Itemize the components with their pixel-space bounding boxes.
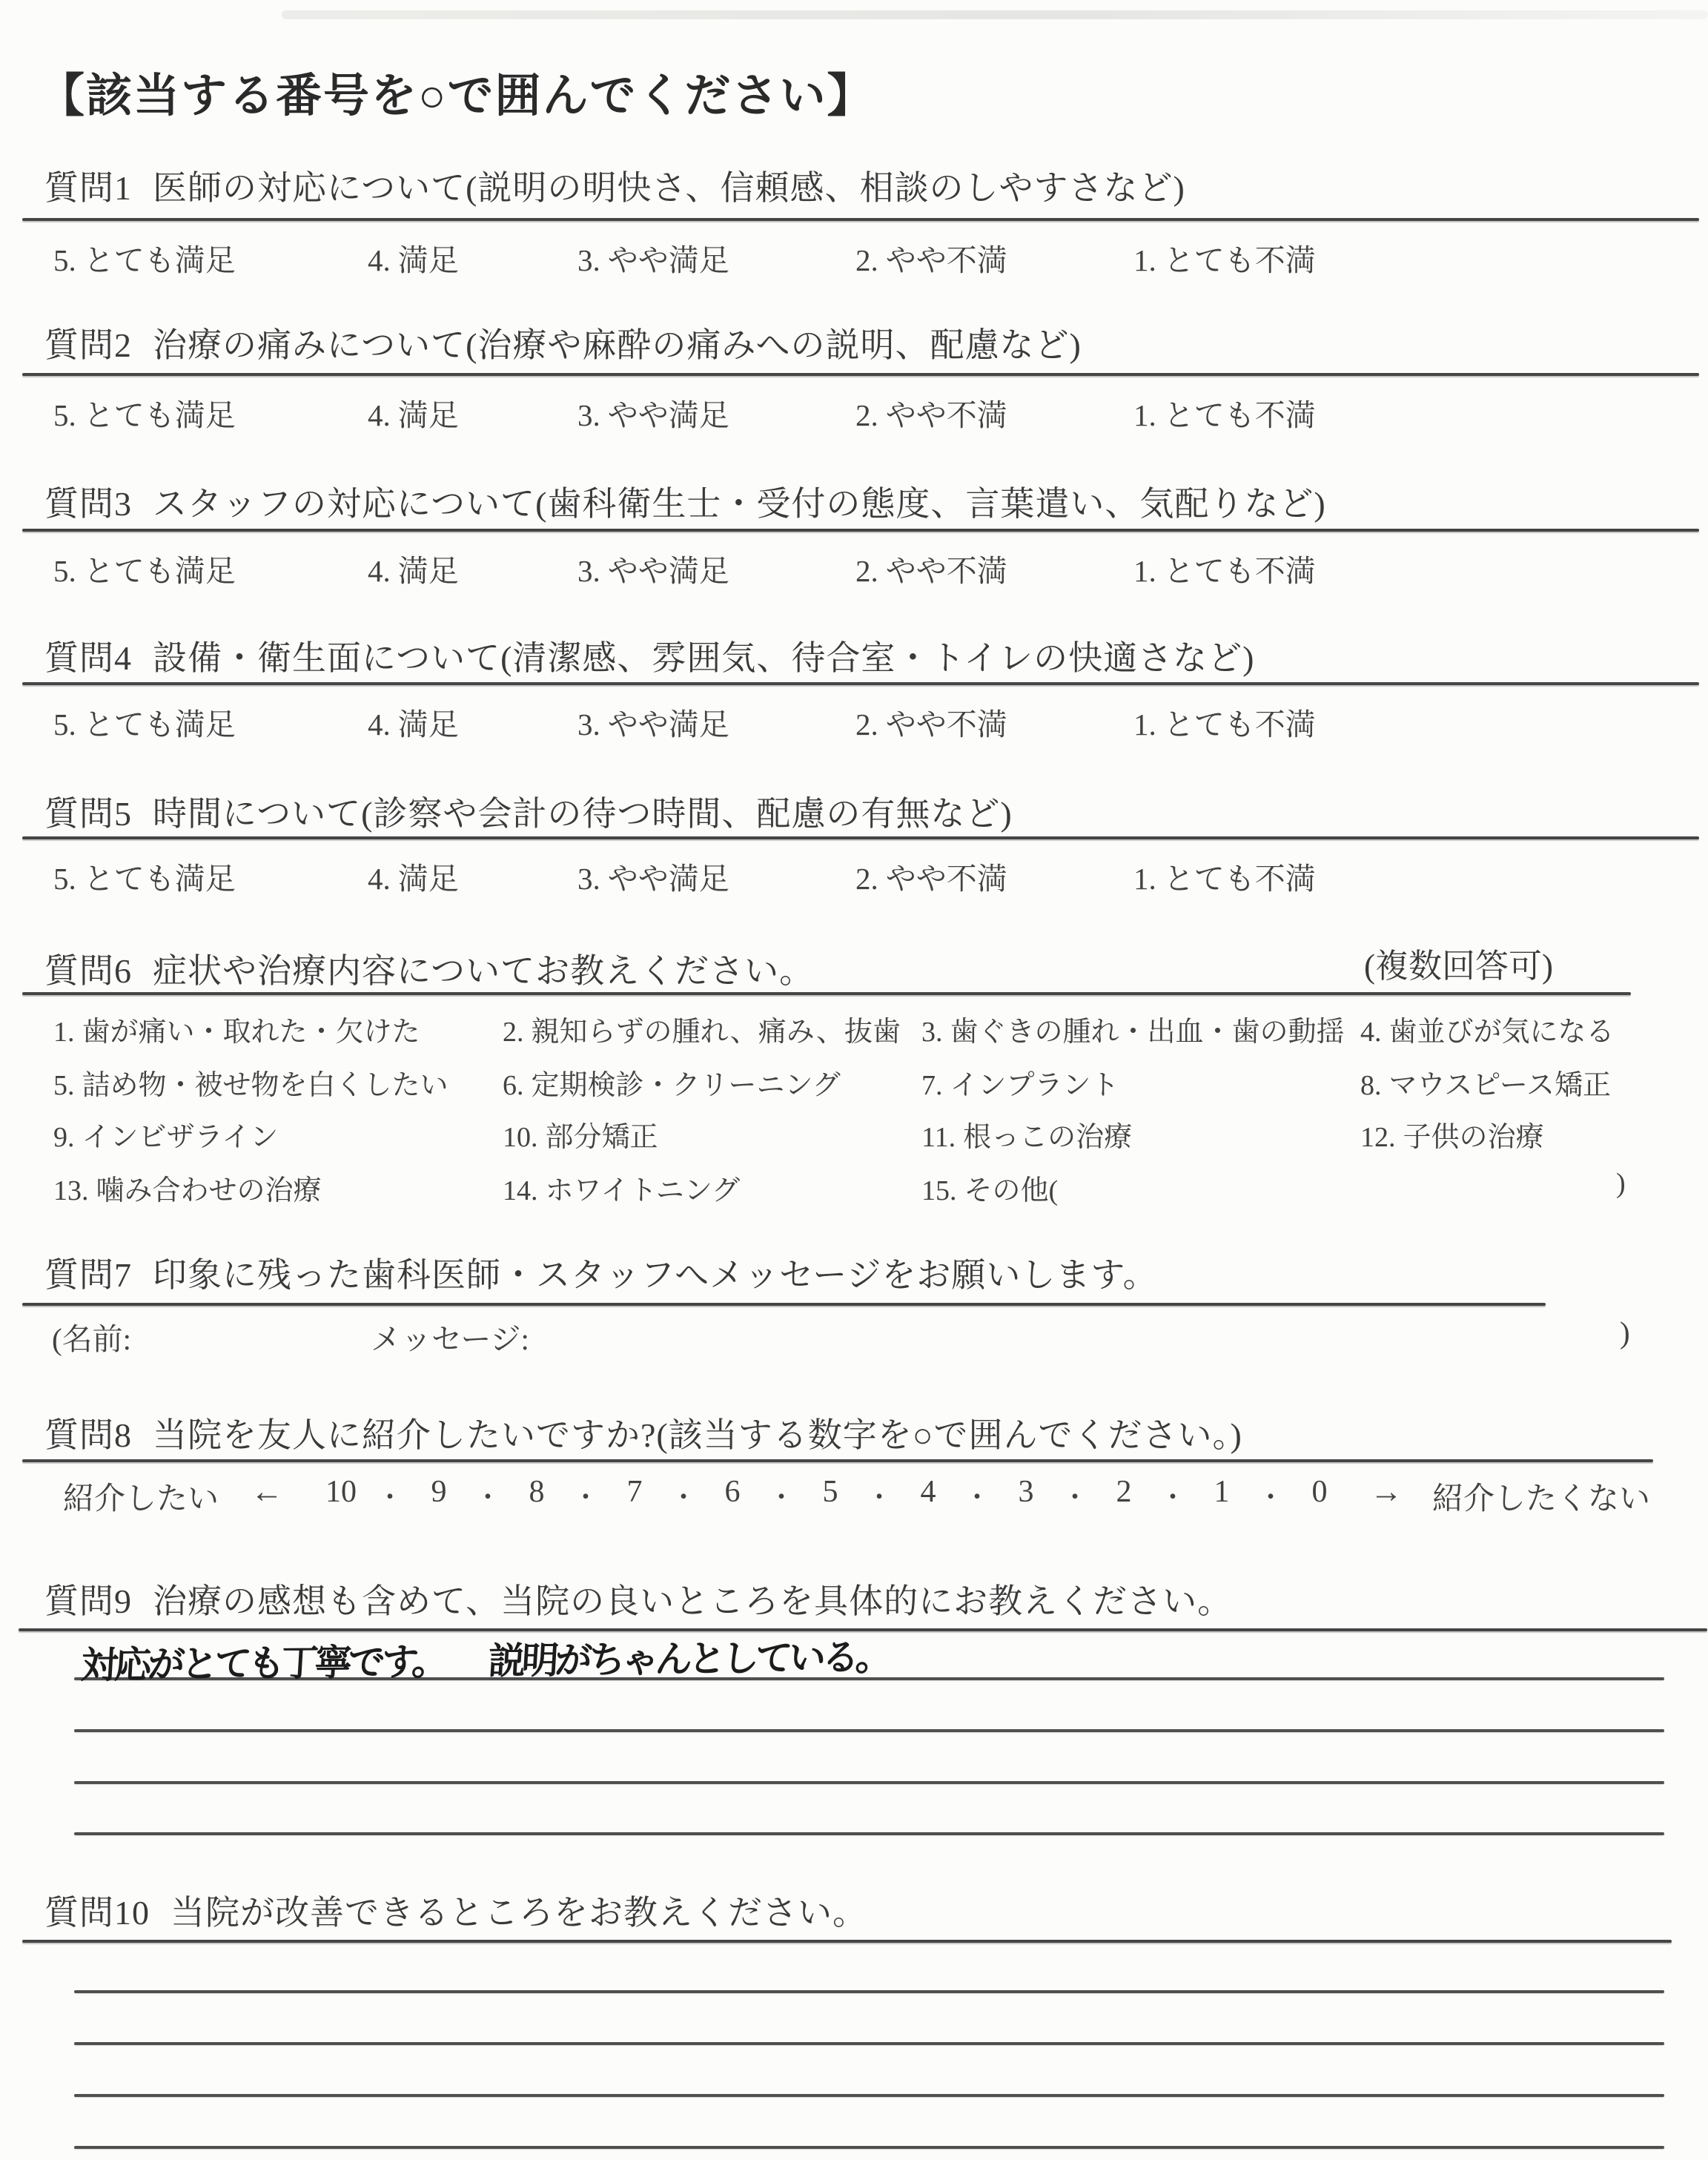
separator-line bbox=[22, 1303, 1546, 1306]
nps-dot-separator: ・ bbox=[474, 1482, 502, 1512]
option-number: 5. bbox=[53, 1070, 75, 1101]
option-number: 4. bbox=[368, 707, 391, 742]
option-number: 4. bbox=[368, 243, 391, 277]
close-paren: ) bbox=[1620, 1315, 1630, 1350]
q6-other-close-paren: ) bbox=[1616, 1168, 1626, 1199]
option-number: 5. bbox=[53, 398, 76, 432]
rating-option bbox=[53, 391, 236, 435]
question-label: 質問2 bbox=[44, 326, 132, 364]
rating-option bbox=[855, 700, 1007, 744]
option-label: 満足 bbox=[397, 862, 459, 896]
rating-options-row bbox=[53, 546, 1684, 591]
q6-option bbox=[503, 1062, 841, 1103]
option-label: 満足 bbox=[397, 554, 459, 588]
rating-option bbox=[855, 546, 1007, 590]
q6-option bbox=[1360, 1062, 1611, 1103]
rating-option bbox=[855, 236, 1007, 280]
option-number: 4. bbox=[368, 862, 391, 896]
option-number: 2. bbox=[855, 554, 878, 588]
message-field-label: メッセージ: bbox=[371, 1322, 529, 1356]
rating-options-row bbox=[53, 391, 1684, 435]
rating-option bbox=[1133, 546, 1316, 590]
q6-option bbox=[921, 1062, 1119, 1103]
q6-option bbox=[503, 1008, 901, 1049]
rating-option bbox=[368, 546, 459, 590]
page-title: 【該当する番号を○で囲んでください】 bbox=[39, 71, 875, 122]
option-label: 歯並びが気になる bbox=[1388, 1017, 1615, 1048]
option-number: 1. bbox=[53, 1017, 75, 1048]
question-title: 医師の対応について(説明の明快さ、信頼感、相談のしやすさなど) bbox=[153, 169, 1185, 207]
option-number: 5. bbox=[53, 243, 76, 277]
option-label: 根っこの治療 bbox=[963, 1122, 1133, 1153]
option-label: やや満足 bbox=[607, 862, 729, 896]
nps-number: 5 bbox=[822, 1475, 838, 1509]
option-label: やや不満 bbox=[885, 554, 1007, 588]
nps-number: 3 bbox=[1018, 1475, 1034, 1509]
q6-option bbox=[1360, 1114, 1544, 1155]
nps-number: 9 bbox=[431, 1475, 447, 1509]
rating-option bbox=[368, 391, 459, 435]
separator-line bbox=[22, 1459, 1653, 1462]
separator-line bbox=[22, 1940, 1672, 1943]
option-number: 14. bbox=[503, 1175, 538, 1206]
nps-number: 10 bbox=[325, 1475, 357, 1509]
ruled-line bbox=[74, 2146, 1664, 2149]
option-label: やや不満 bbox=[885, 707, 1007, 742]
separator-line bbox=[22, 836, 1699, 839]
multi-answer-note: (複数回答可) bbox=[1364, 948, 1553, 985]
question-title: 当院が改善できるところをお教えください。 bbox=[171, 1894, 867, 1932]
rating-option bbox=[577, 236, 729, 280]
q6-option bbox=[921, 1008, 1345, 1049]
option-number: 3. bbox=[577, 243, 600, 277]
rating-options-row bbox=[53, 854, 1684, 899]
option-label: とても満足 bbox=[83, 862, 236, 896]
nps-dot-separator: ・ bbox=[1257, 1482, 1285, 1512]
option-label: ホワイトニング bbox=[545, 1175, 741, 1206]
option-number: 5. bbox=[53, 862, 76, 896]
option-label: 満足 bbox=[397, 707, 459, 742]
nps-dot-separator: ・ bbox=[376, 1482, 404, 1512]
option-label: とても不満 bbox=[1163, 554, 1316, 588]
question-1-heading bbox=[44, 169, 1185, 208]
handwritten-phrase: 対応がとても丁寧です。 bbox=[79, 1640, 447, 1687]
option-label: 詰め物・被せ物を白くしたい bbox=[82, 1070, 448, 1101]
nps-number: 8 bbox=[529, 1475, 545, 1509]
question-6-heading bbox=[44, 952, 814, 991]
option-number: 1. bbox=[1133, 707, 1156, 742]
rating-option bbox=[1133, 854, 1316, 898]
nps-right-label: 紹介したくない bbox=[1432, 1482, 1651, 1516]
rating-option bbox=[577, 391, 729, 435]
option-number: 6. bbox=[503, 1070, 524, 1101]
question-10-heading bbox=[44, 1894, 867, 1933]
separator-line bbox=[22, 992, 1631, 995]
question-9-heading bbox=[44, 1582, 1232, 1622]
option-number: 12. bbox=[1360, 1122, 1396, 1153]
option-number: 2. bbox=[855, 398, 878, 432]
question-label: 質問10 bbox=[44, 1894, 150, 1932]
question-label: 質問1 bbox=[44, 169, 132, 207]
separator-line bbox=[22, 373, 1699, 376]
option-number: 2. bbox=[855, 243, 878, 277]
nps-number: 2 bbox=[1116, 1475, 1132, 1509]
option-label: マウスピース矯正 bbox=[1388, 1070, 1611, 1101]
q6-option bbox=[1360, 1008, 1615, 1049]
rating-option bbox=[368, 236, 459, 280]
option-number: 2. bbox=[503, 1017, 524, 1048]
question-label: 質問6 bbox=[44, 952, 132, 990]
option-number: 3. bbox=[577, 862, 600, 896]
ruled-line bbox=[74, 1832, 1664, 1835]
arrow-right-icon: → bbox=[1370, 1473, 1403, 1510]
question-5-heading bbox=[44, 795, 1013, 834]
question-2-heading bbox=[44, 326, 1082, 366]
nps-number: 7 bbox=[626, 1475, 643, 1509]
q6-option bbox=[53, 1167, 322, 1208]
question-7-heading bbox=[44, 1256, 1158, 1295]
option-number: 3. bbox=[577, 398, 600, 432]
question-label: 質問4 bbox=[44, 639, 132, 677]
question-title: 設備・衛生面について(清潔感、雰囲気、待合室・トイレの快適さなど) bbox=[153, 639, 1255, 677]
option-number: 3. bbox=[921, 1017, 943, 1048]
question-label: 質問5 bbox=[44, 795, 132, 833]
option-label: 部分矯正 bbox=[545, 1122, 658, 1153]
option-number: 4. bbox=[1360, 1017, 1382, 1048]
rating-options-row bbox=[53, 236, 1684, 280]
option-label: とても不満 bbox=[1163, 398, 1316, 432]
rating-option bbox=[368, 854, 459, 898]
rating-option bbox=[1133, 391, 1316, 435]
nps-dot-separator: ・ bbox=[669, 1482, 698, 1512]
option-number: 9. bbox=[53, 1122, 75, 1153]
option-number: 4. bbox=[368, 398, 391, 432]
option-label: インビザライン bbox=[82, 1122, 279, 1153]
option-number: 3. bbox=[577, 554, 600, 588]
option-label: とても満足 bbox=[83, 243, 236, 277]
question-label: 質問7 bbox=[44, 1256, 132, 1294]
ruled-line bbox=[74, 1729, 1664, 1732]
separator-line bbox=[22, 529, 1699, 532]
rating-option bbox=[368, 700, 459, 744]
option-number: 1. bbox=[1133, 243, 1156, 277]
question-title: 時間について(診察や会計の待つ時間、配慮の有無など) bbox=[153, 795, 1013, 833]
rating-option bbox=[53, 854, 236, 898]
question-label: 質問3 bbox=[44, 485, 132, 523]
rating-option bbox=[855, 854, 1007, 898]
option-label: 歯ぐきの腫れ・出血・歯の動揺 bbox=[950, 1017, 1345, 1048]
question-label: 質問8 bbox=[44, 1416, 132, 1454]
option-number: 2. bbox=[855, 707, 878, 742]
handwritten-text bbox=[79, 1627, 933, 1689]
name-field-label: (名前: bbox=[52, 1322, 132, 1356]
rating-option bbox=[53, 700, 236, 744]
option-label: やや満足 bbox=[607, 398, 729, 432]
option-label: とても不満 bbox=[1163, 707, 1316, 742]
rating-options-row bbox=[53, 700, 1684, 744]
q6-option bbox=[503, 1114, 658, 1155]
separator-line bbox=[22, 218, 1699, 221]
nps-dot-separator: ・ bbox=[1159, 1482, 1187, 1512]
rating-option bbox=[1133, 700, 1316, 744]
question-label: 質問9 bbox=[44, 1582, 132, 1620]
option-label: 親知らずの腫れ、痛み、抜歯 bbox=[531, 1017, 901, 1048]
option-label: とても満足 bbox=[83, 707, 236, 742]
q6-option bbox=[53, 1062, 448, 1103]
option-number: 5. bbox=[53, 554, 76, 588]
option-label: 定期検診・クリーニング bbox=[531, 1070, 841, 1101]
option-label: とても満足 bbox=[83, 398, 236, 432]
option-label: 噛み合わせの治療 bbox=[96, 1175, 322, 1206]
option-label: 満足 bbox=[397, 398, 459, 432]
option-label: やや不満 bbox=[885, 862, 1007, 896]
option-number: 2. bbox=[855, 862, 878, 896]
q6-option bbox=[53, 1114, 278, 1155]
option-label: とても不満 bbox=[1163, 862, 1316, 896]
option-number: 11. bbox=[921, 1122, 956, 1153]
rating-option bbox=[577, 700, 729, 744]
rating-option bbox=[577, 546, 729, 590]
nps-number: 1 bbox=[1214, 1475, 1230, 1509]
option-number: 8. bbox=[1360, 1070, 1382, 1101]
option-number: 13. bbox=[53, 1175, 89, 1206]
option-label: インプラント bbox=[950, 1070, 1119, 1101]
option-label: とても満足 bbox=[83, 554, 236, 588]
q6-option bbox=[503, 1167, 740, 1208]
option-label: 満足 bbox=[397, 243, 459, 277]
nps-dot-separator: ・ bbox=[865, 1482, 893, 1512]
q6-option bbox=[53, 1008, 420, 1049]
rating-option bbox=[577, 854, 729, 898]
nps-dot-separator: ・ bbox=[1061, 1482, 1089, 1512]
separator-line bbox=[22, 682, 1699, 685]
option-number: 1. bbox=[1133, 862, 1156, 896]
option-number: 15. bbox=[921, 1175, 957, 1206]
question-title: 治療の感想も含めて、当院の良いところを具体的にお教えください。 bbox=[153, 1582, 1233, 1620]
nps-number: 6 bbox=[724, 1475, 741, 1509]
arrow-left-icon: ← bbox=[251, 1473, 283, 1510]
question-title: 当院を友人に紹介したいですか?(該当する数字を○で囲んでください。) bbox=[153, 1416, 1242, 1454]
option-number: 4. bbox=[368, 554, 391, 588]
option-number: 7. bbox=[921, 1070, 943, 1101]
ruled-line bbox=[74, 1781, 1664, 1784]
nps-dot-separator: ・ bbox=[572, 1482, 600, 1512]
option-label: 歯が痛い・取れた・欠けた bbox=[82, 1017, 420, 1048]
option-label: やや満足 bbox=[607, 554, 729, 588]
option-label: やや不満 bbox=[885, 398, 1007, 432]
ruled-line bbox=[74, 2094, 1664, 2097]
option-number: 10. bbox=[503, 1122, 538, 1153]
option-label: 子供の治療 bbox=[1403, 1122, 1544, 1153]
question-8-heading bbox=[44, 1416, 1242, 1456]
rating-option bbox=[53, 236, 236, 280]
question-3-heading bbox=[44, 485, 1326, 524]
option-number: 5. bbox=[53, 707, 76, 742]
rating-option bbox=[1133, 236, 1316, 280]
nps-dot-separator: ・ bbox=[963, 1482, 991, 1512]
q6-option bbox=[921, 1114, 1132, 1155]
rating-option bbox=[855, 391, 1007, 435]
q8-scale-row bbox=[0, 1474, 1708, 1526]
option-label: やや満足 bbox=[607, 707, 729, 742]
question-title: 印象に残った歯科医師・スタッフへメッセージをお願いします。 bbox=[153, 1256, 1158, 1294]
nps-left-label: 紹介したい bbox=[63, 1482, 219, 1516]
ruled-line bbox=[74, 1990, 1664, 1993]
question-title: スタッフの対応について(歯科衛生士・受付の態度、言葉遣い、気配りなど) bbox=[153, 485, 1326, 523]
handwritten-phrase: 説明がちゃんとしている。 bbox=[487, 1636, 890, 1682]
scan-artifact-top bbox=[282, 10, 1708, 19]
nps-number: 4 bbox=[920, 1475, 936, 1509]
nps-dot-separator: ・ bbox=[767, 1482, 795, 1512]
question-4-heading bbox=[44, 639, 1254, 678]
ruled-line bbox=[74, 2042, 1664, 2045]
question-title: 治療の痛みについて(治療や麻酔の痛みへの説明、配慮など) bbox=[153, 326, 1082, 364]
option-label: その他( bbox=[964, 1175, 1059, 1206]
option-label: やや満足 bbox=[607, 243, 729, 277]
q6-option bbox=[921, 1167, 1058, 1208]
option-label: やや不満 bbox=[885, 243, 1007, 277]
option-number: 1. bbox=[1133, 554, 1156, 588]
option-label: とても不満 bbox=[1163, 243, 1316, 277]
option-number: 1. bbox=[1133, 398, 1156, 432]
option-number: 3. bbox=[577, 707, 600, 742]
question-title: 症状や治療内容についてお教えください。 bbox=[153, 952, 815, 990]
rating-option bbox=[53, 546, 236, 590]
nps-number: 0 bbox=[1311, 1475, 1328, 1509]
